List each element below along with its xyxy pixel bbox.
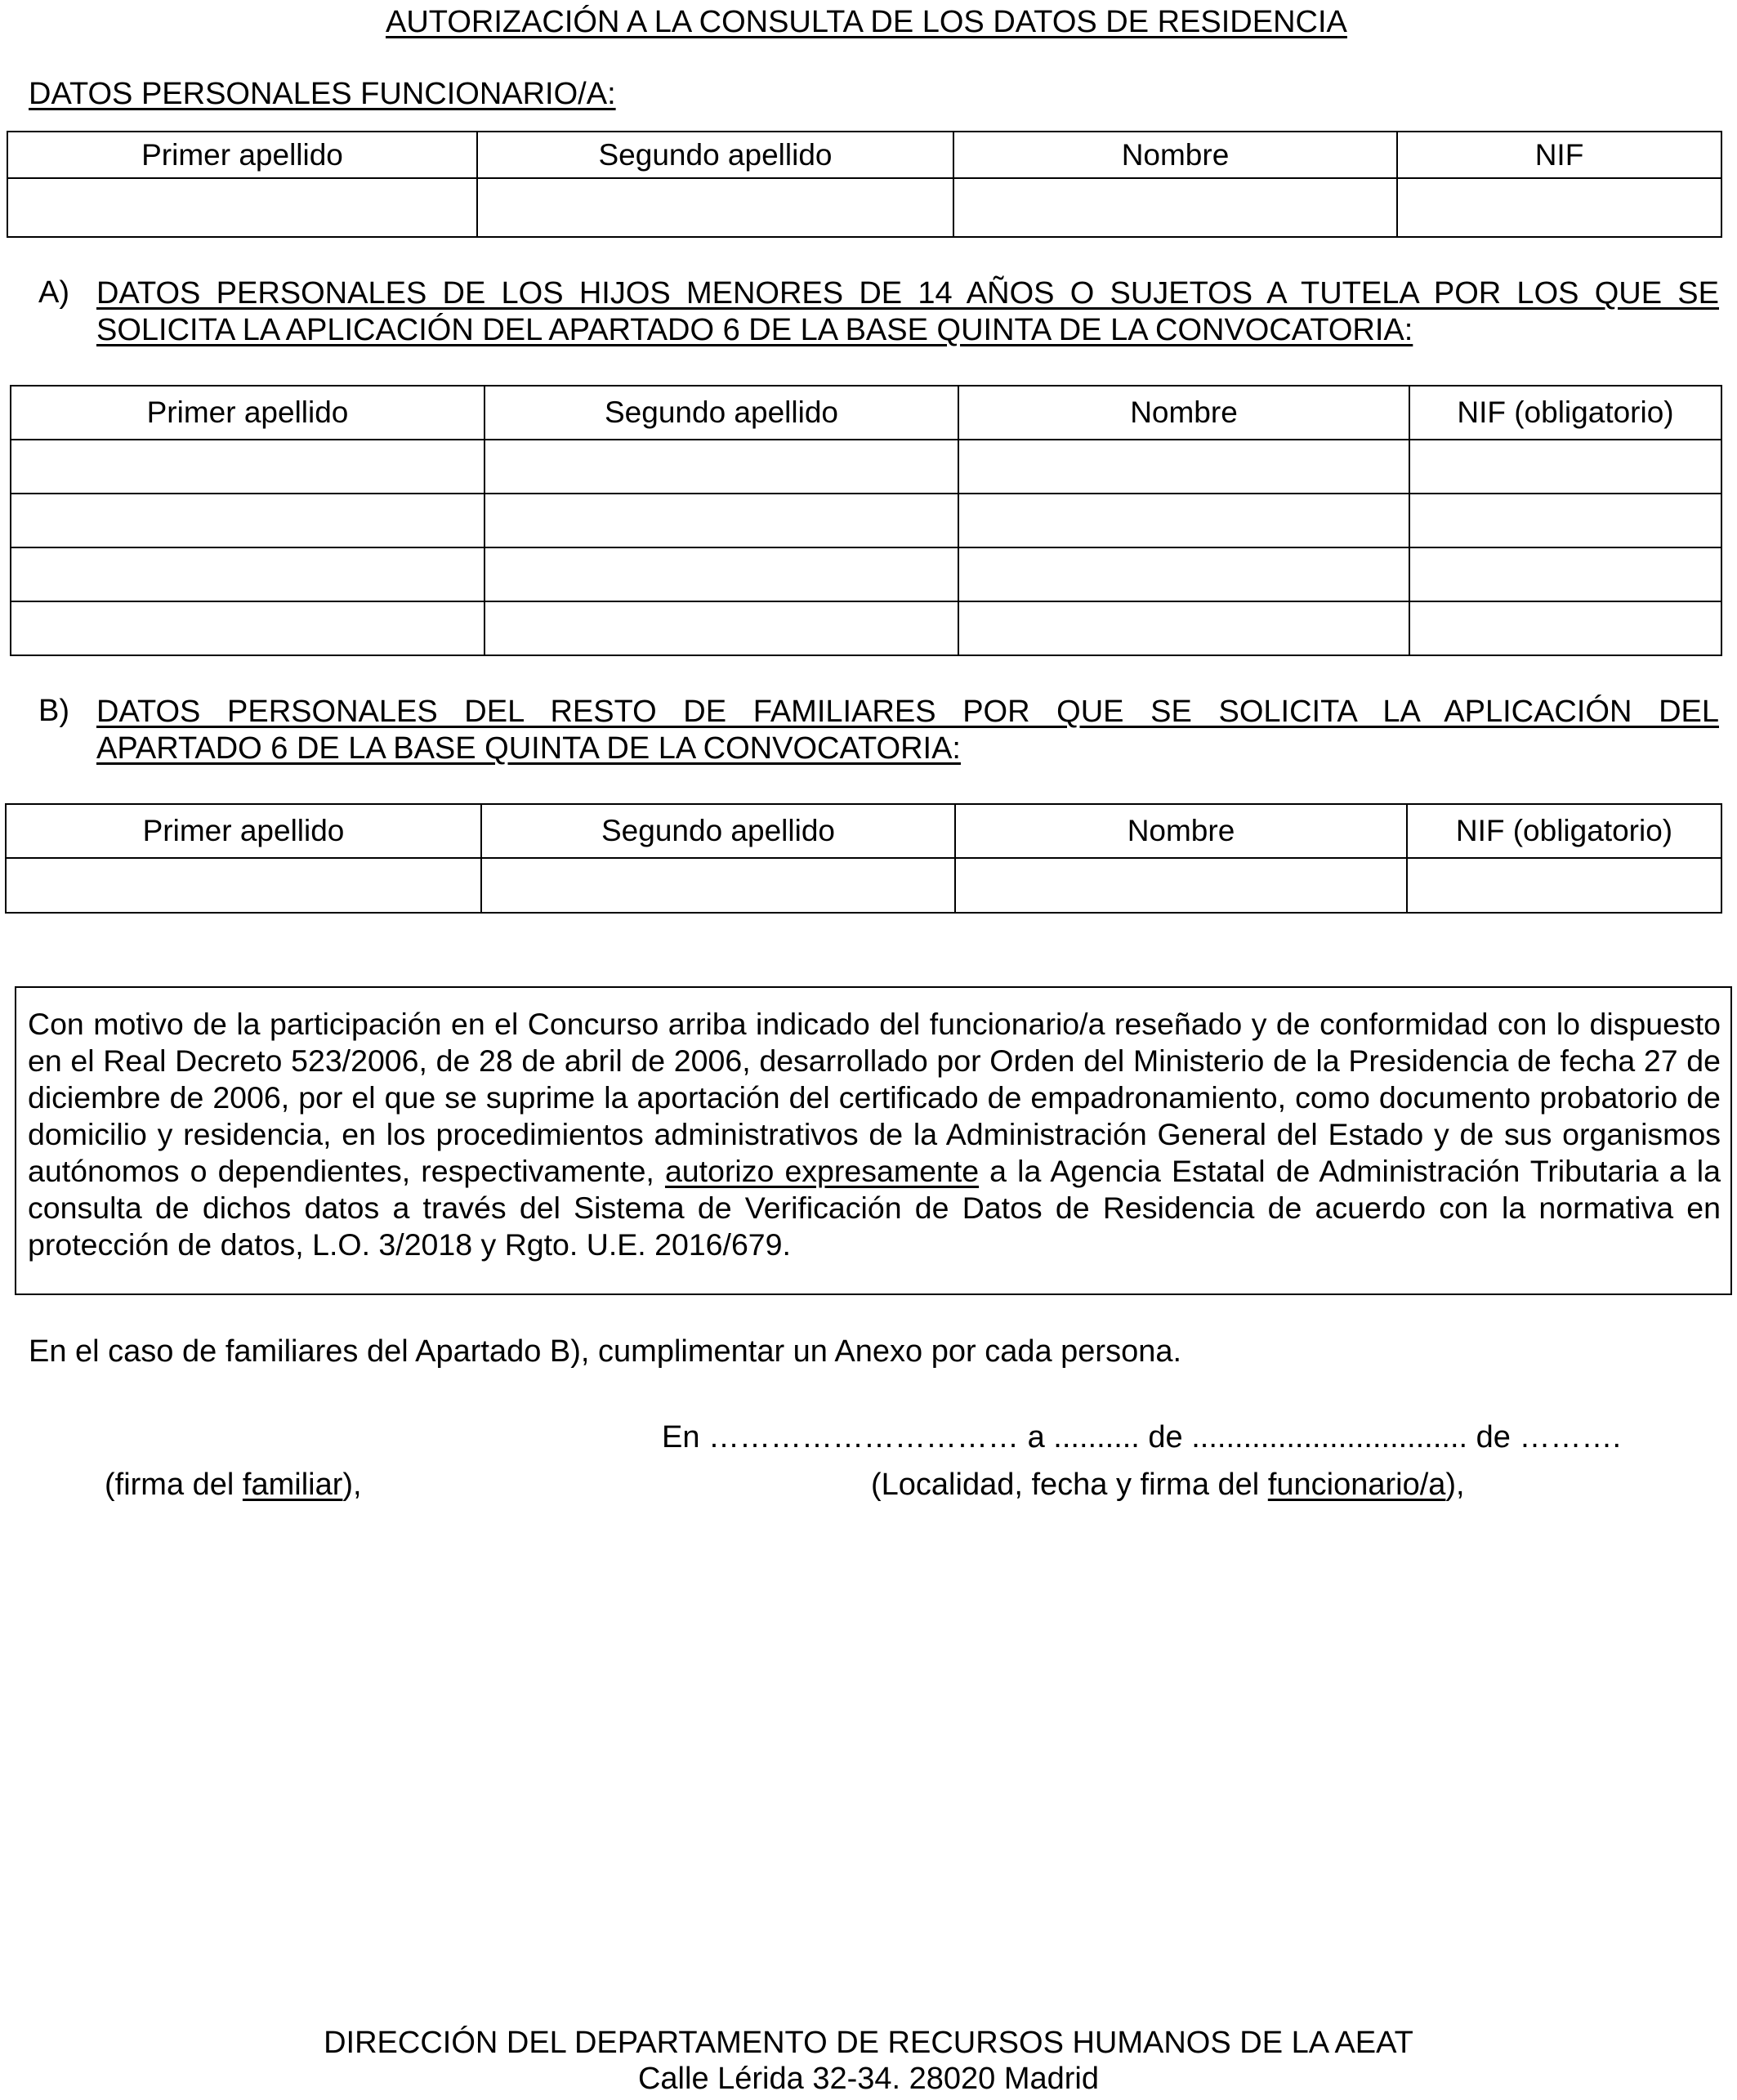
column-header: NIF (obligatorio) [1409,386,1721,440]
column-header: Segundo apellido [481,804,955,858]
family-note: En el caso de familiares del Apartado B), cumplimentar un Anexo por cada persona. [29,1334,1182,1369]
column-header: NIF [1397,132,1721,178]
table-row [7,178,1721,237]
footer-department: DIRECCIÓN DEL DEPARTAMENTO DE RECURSOS HUMANOS DE LA AEAT [324,2026,1413,2060]
section-b-heading [96,694,1719,767]
funcionario-heading: DATOS PERSONALES FUNCIONARIO/A: [29,77,616,111]
column-header: Segundo apellido [477,132,953,178]
consent-text-underlined: autorizo expresamente [664,1154,980,1188]
table-header-row [11,386,1721,440]
input-cell[interactable] [1409,494,1721,547]
page-title: AUTORIZACIÓN A LA CONSULTA DE LOS DATOS DE RESIDENCIA [386,5,1347,39]
table-row [11,494,1721,547]
section-a-line2: SOLICITA LA APLICACIÓN DEL APARTADO 6 DE LA BASE QUINTA DE LA CONVOCATORIA: [96,313,1413,347]
funcionario-table [7,131,1722,238]
input-cell[interactable] [484,547,958,601]
column-header: Nombre [953,132,1397,178]
column-header: Primer apellido [6,804,481,858]
consent-box [15,986,1732,1295]
signature-right-suffix: ), [1445,1468,1465,1502]
column-header: Primer apellido [7,132,477,178]
input-cell[interactable] [7,178,477,237]
input-cell[interactable] [958,494,1409,547]
input-cell[interactable] [1409,601,1721,655]
section-a-marker: A) [38,275,69,310]
consent-text-before: Con motivo de la participación en el Concurso arriba indicado del funcionario/a reseñado y de conformidad con lo dispuesto en el Real Decreto 523/2006, de 28 de abril de 2006, desarrollado por Orden del Ministerio de la Presidencia de fecha 27 de diciembre de 2006, por el que se suprime la aportación del certificado de empadronamiento, como documento probatorio de domicilio y residencia, en los procedimientos administrativos de la Administración General del Estado y de sus organismos autónomos o dependientes, respectivamente, [28,1007,1721,1188]
signature-left-suffix: ), [342,1468,362,1502]
signature-family-label [105,1468,362,1503]
input-cell[interactable] [958,601,1409,655]
column-header: Primer apellido [11,386,484,440]
column-header: Nombre [955,804,1407,858]
table-row [11,547,1721,601]
input-cell[interactable] [953,178,1397,237]
input-cell[interactable] [6,858,481,913]
children-table [10,385,1722,656]
input-cell[interactable] [11,601,484,655]
section-b-marker: B) [38,694,69,728]
table-row [11,601,1721,655]
signature-left-underlined: familiar [242,1468,343,1502]
signature-right-underlined: funcionario/a [1267,1468,1446,1502]
section-b-line1: DATOS PERSONALES DEL RESTO DE FAMILIARES POR QUE SE SOLICITA LA APLICACIÓN DEL [96,695,1719,729]
input-cell[interactable] [1409,440,1721,494]
table-row [6,858,1721,913]
signature-right-prefix: (Localidad, fecha y firma del [871,1468,1268,1502]
column-header: Segundo apellido [484,386,958,440]
signature-left-prefix: (firma del [105,1468,243,1502]
footer-address: Calle Lérida 32-34. 28020 Madrid [637,2062,1100,2096]
input-cell[interactable] [481,858,955,913]
input-cell[interactable] [11,440,484,494]
section-a-heading [96,275,1719,349]
column-header: Nombre [958,386,1409,440]
input-cell[interactable] [11,547,484,601]
input-cell[interactable] [1409,547,1721,601]
signature-official-label [871,1468,1465,1503]
input-cell[interactable] [11,494,484,547]
family-table [5,803,1722,914]
input-cell[interactable] [484,440,958,494]
input-cell[interactable] [484,601,958,655]
input-cell[interactable] [1397,178,1721,237]
table-header-row [6,804,1721,858]
section-a-line1: DATOS PERSONALES DE LOS HIJOS MENORES DE 14 AÑOS O SUJETOS A TUTELA POR LOS QUE SE [96,276,1719,311]
input-cell[interactable] [955,858,1407,913]
section-b-line2: APARTADO 6 DE LA BASE QUINTA DE LA CONVOCATORIA: [96,731,961,766]
column-header: NIF (obligatorio) [1407,804,1721,858]
date-place-line: En ………………………… a .......... de ................................ de ………. [662,1420,1622,1454]
consent-text [28,1006,1721,1263]
input-cell[interactable] [484,494,958,547]
input-cell[interactable] [477,178,953,237]
table-row [11,440,1721,494]
input-cell[interactable] [958,547,1409,601]
input-cell[interactable] [1407,858,1721,913]
table-header-row [7,132,1721,178]
consent-text-after: a la Agencia Estatal de Administración Tributaria a la consulta de dichos datos a través del Sistema de Verificación de Datos de Residencia de acuerdo con la normativa en protección de datos, L.O. 3/2018 y Rgto. U.E. 2016/679. [28,1154,1721,1262]
input-cell[interactable] [958,440,1409,494]
